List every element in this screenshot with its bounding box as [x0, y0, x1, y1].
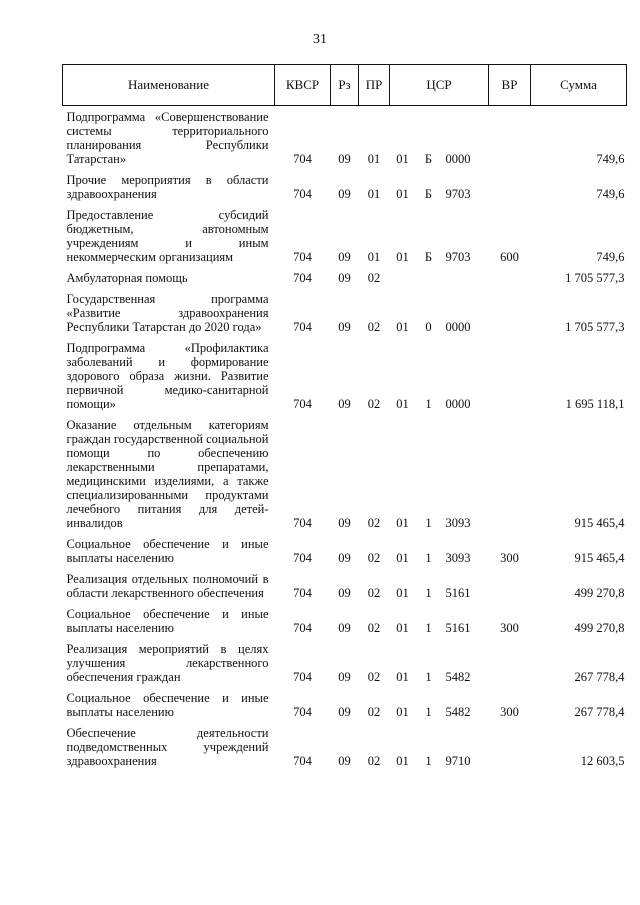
table-header-row: [63, 65, 627, 106]
row-rz: 09: [338, 621, 351, 635]
row-csr-direction: 0000: [445, 320, 471, 334]
row-rz: 09: [338, 320, 351, 334]
table-row: [63, 106, 627, 167]
row-csr-program: [390, 264, 416, 285]
row-sum: 267 778,4: [574, 670, 625, 684]
table-row: [63, 166, 627, 201]
row-vr: 300: [500, 551, 519, 565]
row-sum: 749,6: [596, 152, 625, 166]
row-kvsr: 704: [293, 551, 312, 565]
row-sum: 1 705 577,3: [565, 320, 625, 334]
row-name: Социальное обеспечение и иные выплаты населению: [66, 691, 269, 719]
row-kvsr: 704: [293, 320, 312, 334]
header-rz: Рз: [331, 65, 359, 106]
row-csr-direction: 5482: [445, 670, 471, 684]
row-csr-program: 01: [396, 152, 409, 166]
row-vr: [489, 264, 531, 285]
row-kvsr: 704: [293, 271, 312, 285]
table-row: [63, 635, 627, 684]
row-pr: 02: [367, 516, 381, 530]
row-kvsr: 704: [293, 586, 312, 600]
row-sum: 915 465,4: [574, 516, 625, 530]
row-kvsr: 704: [293, 621, 312, 635]
table-body: [63, 106, 627, 769]
row-csr-subprogram: 1: [425, 705, 432, 719]
row-rz: 09: [338, 705, 351, 719]
row-csr-program: 01: [396, 320, 409, 334]
table-row: [63, 565, 627, 600]
row-sum: 915 465,4: [574, 551, 625, 565]
row-vr: [489, 285, 531, 334]
row-sum: 1 695 118,1: [565, 397, 625, 411]
row-name: Обеспечение деятельности подведомственных учреждений здравоохранения: [66, 726, 269, 768]
row-csr-direction: 5482: [445, 705, 471, 719]
row-csr-direction: 0000: [445, 152, 471, 166]
table-row: [63, 719, 627, 768]
row-csr-direction: 0000: [445, 397, 471, 411]
row-pr: 02: [367, 586, 381, 600]
row-kvsr: 704: [293, 397, 312, 411]
row-vr: [489, 334, 531, 411]
row-sum: 12 603,5: [580, 754, 625, 768]
row-csr-program: 01: [396, 621, 409, 635]
table-row: [63, 600, 627, 635]
row-kvsr: 704: [293, 670, 312, 684]
row-csr-direction: 5161: [445, 586, 471, 600]
row-vr: [489, 635, 531, 684]
row-csr-program: 01: [396, 551, 409, 565]
row-pr: 02: [367, 621, 381, 635]
row-name: Подпрограмма «Профилактика заболеваний и формирование здорового образа жизни. Развитие первичной медико-санитарной помощи»: [66, 341, 269, 411]
row-sum: 499 270,8: [574, 621, 625, 635]
row-kvsr: 704: [293, 187, 312, 201]
row-csr-subprogram: Б: [424, 187, 433, 201]
row-vr: 300: [500, 705, 519, 719]
table-row: [63, 530, 627, 565]
row-kvsr: 704: [293, 705, 312, 719]
row-pr: 01: [367, 152, 381, 166]
table-row: [63, 334, 627, 411]
header-sum: Сумма: [531, 65, 627, 106]
row-pr: 02: [367, 397, 381, 411]
page-number: 31: [313, 32, 327, 47]
table-row: [63, 264, 627, 285]
row-vr: [489, 106, 531, 167]
row-csr-direction: 9703: [445, 187, 471, 201]
row-sum: 499 270,8: [574, 586, 625, 600]
row-kvsr: 704: [293, 754, 312, 768]
row-pr: 02: [367, 670, 381, 684]
budget-table: [62, 64, 627, 768]
table-row: [63, 285, 627, 334]
row-csr-program: 01: [396, 187, 409, 201]
row-csr-program: 01: [396, 586, 409, 600]
row-name: Социальное обеспечение и иные выплаты населению: [66, 537, 269, 565]
table-row: [63, 684, 627, 719]
row-csr-subprogram: [416, 264, 442, 285]
header-pr: ПР: [359, 65, 390, 106]
row-csr-subprogram: Б: [424, 152, 433, 166]
row-csr-program: 01: [396, 754, 409, 768]
row-csr-direction: 3093: [445, 516, 471, 530]
row-vr: [489, 411, 531, 530]
row-sum: 267 778,4: [574, 705, 625, 719]
row-csr-subprogram: 0: [425, 320, 432, 334]
row-pr: 02: [367, 271, 381, 285]
row-csr-subprogram: 1: [425, 621, 432, 635]
row-rz: 09: [338, 397, 351, 411]
row-name: Прочие мероприятия в области здравоохранения: [66, 173, 269, 201]
row-csr-subprogram: 1: [425, 586, 432, 600]
row-name: Амбулаторная помощь: [66, 271, 188, 285]
header-csr: ЦСР: [390, 65, 489, 106]
row-csr-subprogram: 1: [425, 754, 432, 768]
row-vr: [489, 719, 531, 768]
row-rz: 09: [338, 586, 351, 600]
table-row: [63, 201, 627, 264]
row-name: Реализация отдельных полномочий в области лекарственного обеспечения: [66, 572, 269, 600]
row-vr: 300: [500, 621, 519, 635]
row-rz: 09: [338, 152, 351, 166]
row-name: Оказание отдельным категориям граждан государственной социальной помощи по обеспечению лекарственными препаратами, медицинскими изделиями, а также специализированными продуктами лечебного питания для детей-инвалидов: [66, 418, 269, 530]
row-rz: 09: [338, 187, 351, 201]
header-vr: ВР: [489, 65, 531, 106]
row-csr-subprogram: 1: [425, 516, 432, 530]
header-kvsr: КВСР: [275, 65, 331, 106]
row-csr-subprogram: Б: [424, 250, 433, 264]
row-rz: 09: [338, 670, 351, 684]
row-csr-program: 01: [396, 670, 409, 684]
table-row: [63, 411, 627, 530]
row-kvsr: 704: [293, 152, 312, 166]
row-name: Реализация мероприятий в целях улучшения лекарственного обеспечения граждан: [66, 642, 269, 684]
row-vr: [489, 166, 531, 201]
row-rz: 09: [338, 551, 351, 565]
row-rz: 09: [338, 516, 351, 530]
row-sum: 749,6: [596, 187, 625, 201]
row-name: Социальное обеспечение и иные выплаты населению: [66, 607, 269, 635]
row-sum: 1 705 577,3: [565, 271, 625, 285]
row-csr-subprogram: 1: [425, 670, 432, 684]
row-pr: 01: [367, 187, 381, 201]
row-csr-direction: 5161: [445, 621, 471, 635]
row-csr-direction: [442, 264, 489, 285]
row-rz: 09: [338, 271, 351, 285]
row-csr-direction: 9703: [445, 250, 471, 264]
row-vr: [489, 565, 531, 600]
row-csr-program: 01: [396, 705, 409, 719]
row-csr-direction: 3093: [445, 551, 471, 565]
row-name: Подпрограмма «Совершенствование системы территориального планирования Республики Татарстан»: [66, 110, 269, 166]
row-kvsr: 704: [293, 516, 312, 530]
row-name: Государственная программа «Развитие здравоохранения Республики Татарстан до 2020 года»: [66, 292, 269, 334]
row-rz: 09: [338, 754, 351, 768]
row-csr-subprogram: 1: [425, 551, 432, 565]
row-pr: 02: [367, 754, 381, 768]
row-vr: 600: [500, 250, 519, 264]
row-csr-subprogram: 1: [425, 397, 432, 411]
row-kvsr: 704: [293, 250, 312, 264]
row-pr: 02: [367, 705, 381, 719]
row-name: Предоставление субсидий бюджетным, автономным учреждениям и иным некоммерческим организациям: [66, 208, 269, 264]
row-csr-direction: 9710: [445, 754, 471, 768]
header-name: Наименование: [63, 65, 275, 106]
row-pr: 02: [367, 551, 381, 565]
row-pr: 01: [367, 250, 381, 264]
row-rz: 09: [338, 250, 351, 264]
row-sum: 749,6: [596, 250, 625, 264]
row-pr: 02: [367, 320, 381, 334]
row-csr-program: 01: [396, 516, 409, 530]
row-csr-program: 01: [396, 250, 409, 264]
row-csr-program: 01: [396, 397, 409, 411]
